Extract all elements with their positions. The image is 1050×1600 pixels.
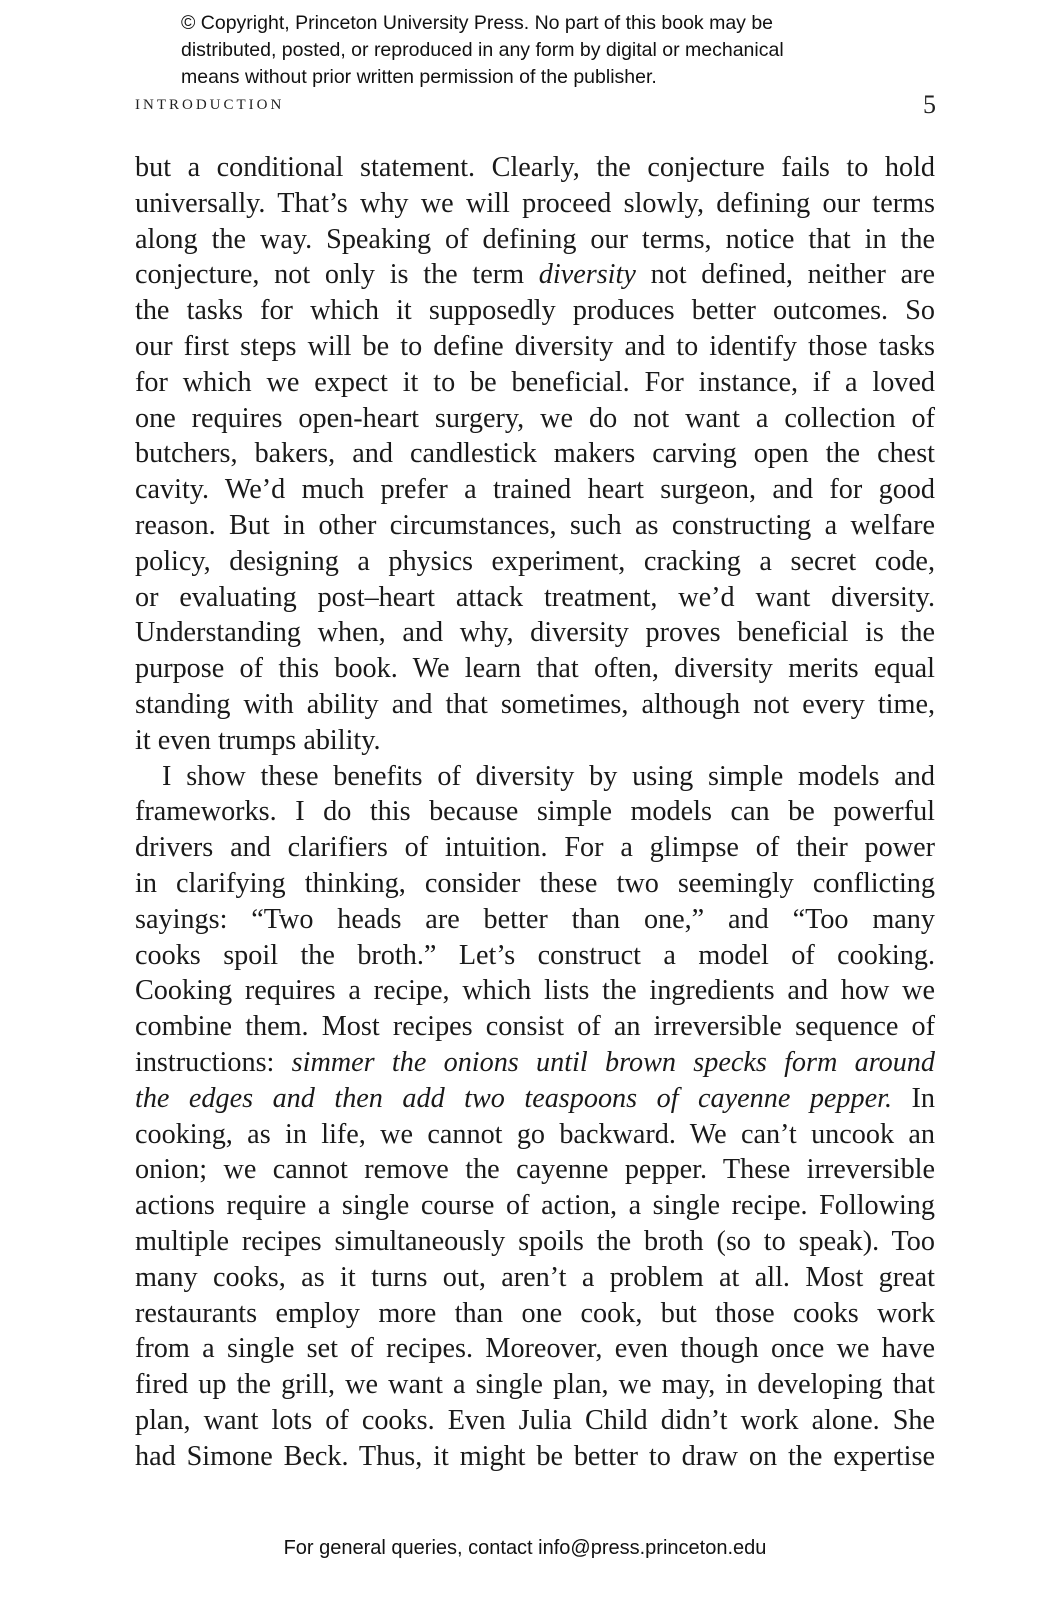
text-line: butchers, bakers, and candlestick makers carving open the chest [135,438,935,470]
text-line: plan, want lots of cooks. Even Julia Child didn’t work alone. She [135,1404,935,1436]
text-line: restaurants employ more than one cook, but those cooks work [135,1297,935,1329]
text-line: purpose of this book. We learn that often, diversity merits equal [135,653,935,685]
text-line: universally. That’s why we will proceed slowly, defining our terms [135,187,935,219]
text-line: many cooks, as it turns out, aren’t a problem at all. Most great [135,1261,935,1293]
paragraph-1 [135,150,935,759]
text-line: Cooking requires a recipe, which lists the ingredients and how we [135,975,935,1007]
text-line: drivers and clarifiers of intuition. For a glimpse of their power [135,832,935,864]
text-line: I show these benefits of diversity by using simple models and [162,760,935,792]
copyright-line-1: © Copyright, Princeton University Press. No part of this book may be [181,12,774,34]
text-line: fired up the grill, we want a single plan, we may, in developing that [135,1369,935,1401]
text-line: cooking, as in life, we cannot go backward. We can’t uncook an [135,1118,935,1150]
text-line: frameworks. I do this because simple models can be powerful [135,796,935,828]
running-head: INTRODUCTION [135,97,285,113]
text-line [135,1081,935,1117]
text-line: the tasks for which it supposedly produces better outcomes. So [135,295,935,327]
text-line: standing with ability and that sometimes, although not every time, [135,688,935,720]
text-segment: instructions: [135,1046,292,1078]
text-segment: conjecture, not only is the term [135,259,539,291]
paragraph-2 [135,759,935,1475]
text-line: reason. But in other circumstances, such as constructing a welfare [135,509,935,541]
text-line: onion; we cannot remove the cayenne pepper. These irreversible [135,1154,935,1186]
text-line: sayings: “Two heads are better than one,” and “Too many [135,903,935,935]
italic-term: diversity [538,259,636,291]
copyright-notice [181,10,921,91]
contact-footer: For general queries, contact info@press.princeton.edu [283,1537,767,1559]
copyright-line-3: means without prior written permission of the publisher. [181,66,657,88]
text-line: Understanding when, and why, diversity proves beneficial is the [135,617,935,649]
text-line: in clarifying thinking, consider these two seemingly conflicting [135,867,935,899]
text-line: cavity. We’d much prefer a trained heart surgeon, and for good [135,474,935,506]
page-number: 5 [923,90,936,119]
text-line: combine them. Most recipes consist of an irreversible sequence of [135,1011,935,1043]
italic-instruction: simmer the onions until brown specks form around [291,1046,935,1078]
text-line [135,1045,935,1081]
text-line: had Simone Beck. Thus, it might be better to draw on the expertise [135,1440,935,1472]
text-line: but a conditional statement. Clearly, the conjecture fails to hold [135,152,935,183]
text-line: one requires open-heart surgery, we do not want a collection of [135,402,935,434]
text-line: our first steps will be to define diversity and to identify those tasks [135,330,935,362]
text-line: policy, designing a physics experiment, cracking a secret code, [135,545,935,577]
text-segment: not defined, neither are [635,259,935,291]
copyright-line-2: distributed, posted, or reproduced in any form by digital or mechanical [181,39,784,61]
text-line [135,257,935,293]
text-line: along the way. Speaking of defining our terms, notice that in the [135,223,935,255]
text-line: or evaluating post–heart attack treatment, we’d want diversity. [135,581,935,613]
text-line: actions require a single course of action, a single recipe. Following [135,1190,935,1222]
text-segment: In [892,1082,935,1114]
body-text [135,150,935,1474]
text-line: cooks spoil the broth.” Let’s construct a model of cooking. [135,939,935,971]
text-line: multiple recipes simultaneously spoils the broth (so to speak). Too [135,1225,935,1257]
text-line: it even trumps ability. [135,724,381,756]
text-line: from a single set of recipes. Moreover, even though once we have [135,1333,935,1365]
text-line: for which we expect it to be beneficial. For instance, if a loved [135,366,935,398]
italic-instruction: the edges and then add two teaspoons of cayenne pepper. [135,1082,893,1114]
